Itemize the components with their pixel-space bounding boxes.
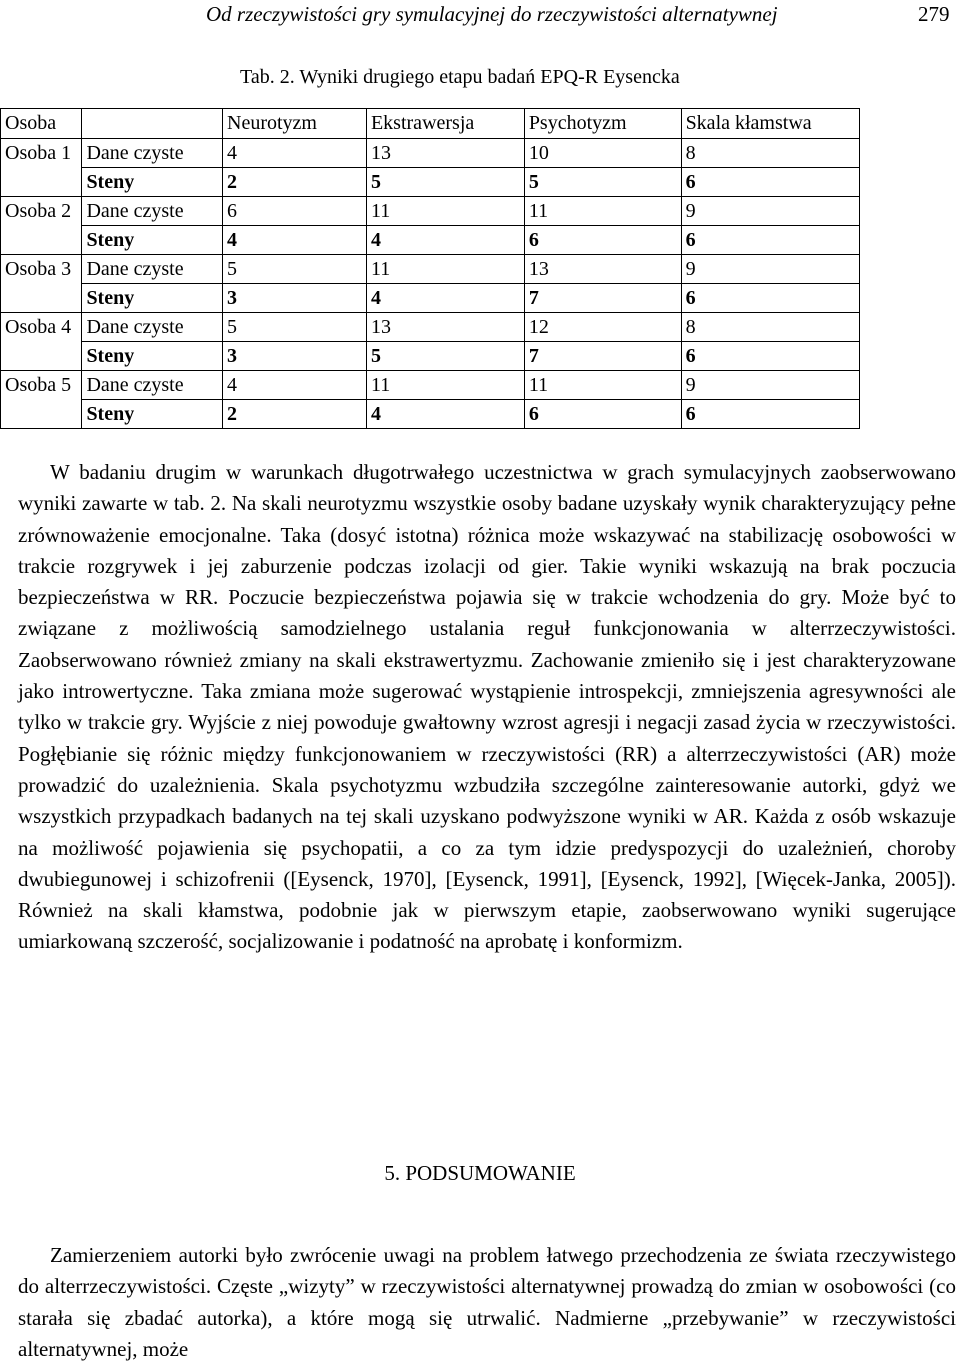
table-cell: 2 [223,400,367,429]
table-row [1,255,860,284]
running-header [0,2,960,28]
table-cell: 5 [223,313,367,342]
results-table [0,108,860,429]
table-cell: 5 [366,342,524,371]
table-cell: 4 [223,226,367,255]
person-cell: Osoba 5 [1,371,82,429]
table-cell: 4 [366,400,524,429]
table-cell: 11 [524,371,681,400]
table-cell: 13 [524,255,681,284]
header-cell-empty [82,109,223,139]
table-caption: Tab. 2. Wyniki drugiego etapu badań EPQ-R Eysencka [240,66,680,88]
dane-label: Dane czyste [82,255,223,284]
table-cell: 12 [524,313,681,342]
table-cell: 3 [223,284,367,313]
table-cell: 4 [366,226,524,255]
table-row [1,313,860,342]
table-cell: 5 [366,168,524,197]
header-cell-ekstrawersja: Ekstrawersja [366,109,524,139]
table-cell: 9 [681,371,859,400]
table-cell: 6 [681,226,859,255]
table-cell: 10 [524,139,681,168]
table-row [1,168,860,197]
table-cell: 7 [524,284,681,313]
table-row [1,371,860,400]
table-cell: 13 [366,313,524,342]
table-cell: 4 [366,284,524,313]
dane-label: Dane czyste [82,139,223,168]
table-cell: 6 [681,168,859,197]
person-cell: Osoba 2 [1,197,82,255]
table-cell: 13 [366,139,524,168]
table-cell: 8 [681,139,859,168]
table-cell: 6 [681,284,859,313]
table-cell: 9 [681,197,859,226]
steny-label: Steny [82,168,223,197]
table-row [1,197,860,226]
running-title: Od rzeczywistości gry symulacyjnej do rzeczywistości alternatywnej [206,2,778,26]
table-cell: 5 [223,255,367,284]
table-cell: 5 [524,168,681,197]
section-heading: 5. PODSUMOWANIE [384,1161,576,1185]
body-paragraph: W badaniu drugim w warunkach długotrwałego uczestnictwa w grach symulacyjnych zaobserwowano wyniki zawarte w tab. 2. Na skali neurotyzmu wszystkie osoby badane uzyskały wynik charakteryzujący pełne zrównoważenie emocjonalne. Taka (dosyć istotna) różnica może wskazywać na stabilizację osobowości w trakcie rozgrywek i jej zaburzenie podczas izolacji od gier. Takie wyniki wskazują na brak poczucia bezpieczeństwa w RR. Poczucie bezpieczeństwa pojawia się w trakcie wchodzenia do gry. Może być to związane z możliwością samodzielnego ustalania reguł funkcjonowania w alterrzeczywistości. Zaobserwowano również zmiany na skali ekstrawertyzmu. Zachowanie zmieniło się i jest charakteryzowane jako introwertyczne. Taka zmiana może sugerować wystąpienie introspekcji, zmniejszenia agresywności ale tylko w trakcie gry. Wyjście z niej powoduje gwałtowny wzrost agresji i negacji zasad życia w rzeczywistości. Pogłębianie się różnic między funkcjonowaniem w rzeczywistości (RR) a alterrzeczywistości (AR) może prowadzić do uzależnienia. Skala psychotyzmu wzbudziła szczególne zainteresowanie autorki, gdyż we wszystkich przypadkach badanych na tej skali uzyskano podwyższone wyniki w AR. Każda z osób wskazuje na możliwość pojawienia się psychopatii, a co za tym idzie predyspozycji do uzależnień, choroby dwubiegunowej i schizofrenii ([Eysenck, 1970], [Eysenck, 1991], [Eysenck, 1992], [Więcek-Janka, 2005]). Również na skali kłamstwa, podobnie jak w pierwszym etapie, zaobserwowano wyniki sugerujące umiarkowaną szczerość, socjalizowanie i podatność na aprobatę i konformizm. [18,460,956,954]
table-header-row [1,109,860,139]
dane-label: Dane czyste [82,313,223,342]
person-cell: Osoba 3 [1,255,82,313]
table-cell: 11 [524,197,681,226]
table-cell: 6 [223,197,367,226]
table-cell: 11 [366,255,524,284]
person-cell: Osoba 4 [1,313,82,371]
table-cell: 9 [681,255,859,284]
header-cell-skala-klamstwa: Skala kłamstwa [681,109,859,139]
table-cell: 2 [223,168,367,197]
table-cell: 6 [681,400,859,429]
table-row [1,139,860,168]
table-cell: 7 [524,342,681,371]
table-row [1,342,860,371]
header-cell-psychotyzm: Psychotyzm [524,109,681,139]
table-cell: 6 [681,342,859,371]
dane-label: Dane czyste [82,197,223,226]
table-cell: 11 [366,371,524,400]
steny-label: Steny [82,284,223,313]
steny-label: Steny [82,342,223,371]
table-row [1,400,860,429]
table-cell: 4 [223,371,367,400]
header-cell-osoba: Osoba [1,109,82,139]
table-cell: 8 [681,313,859,342]
table-cell: 6 [524,400,681,429]
person-cell: Osoba 1 [1,139,82,197]
table-row [1,284,860,313]
table-cell: 11 [366,197,524,226]
table-cell: 6 [524,226,681,255]
table-cell: 4 [223,139,367,168]
page-number: 279 [918,2,950,26]
dane-label: Dane czyste [82,371,223,400]
body-paragraph: Zamierzeniem autorki było zwrócenie uwagi na problem łatwego przechodzenia ze świata rzeczywistego do alterrzeczywistości. Częste „wizyty” w rzeczywistości alternatywnej prowadzą do zmian w osobowości (co starała się zbadać autorka), a które mogą się utrwalić. Nadmierne „przebywanie” w rzeczywistości alternatywnej, może [18,1243,956,1361]
steny-label: Steny [82,226,223,255]
header-cell-neurotyzm: Neurotyzm [223,109,367,139]
table-row [1,226,860,255]
steny-label: Steny [82,400,223,429]
table-cell: 3 [223,342,367,371]
